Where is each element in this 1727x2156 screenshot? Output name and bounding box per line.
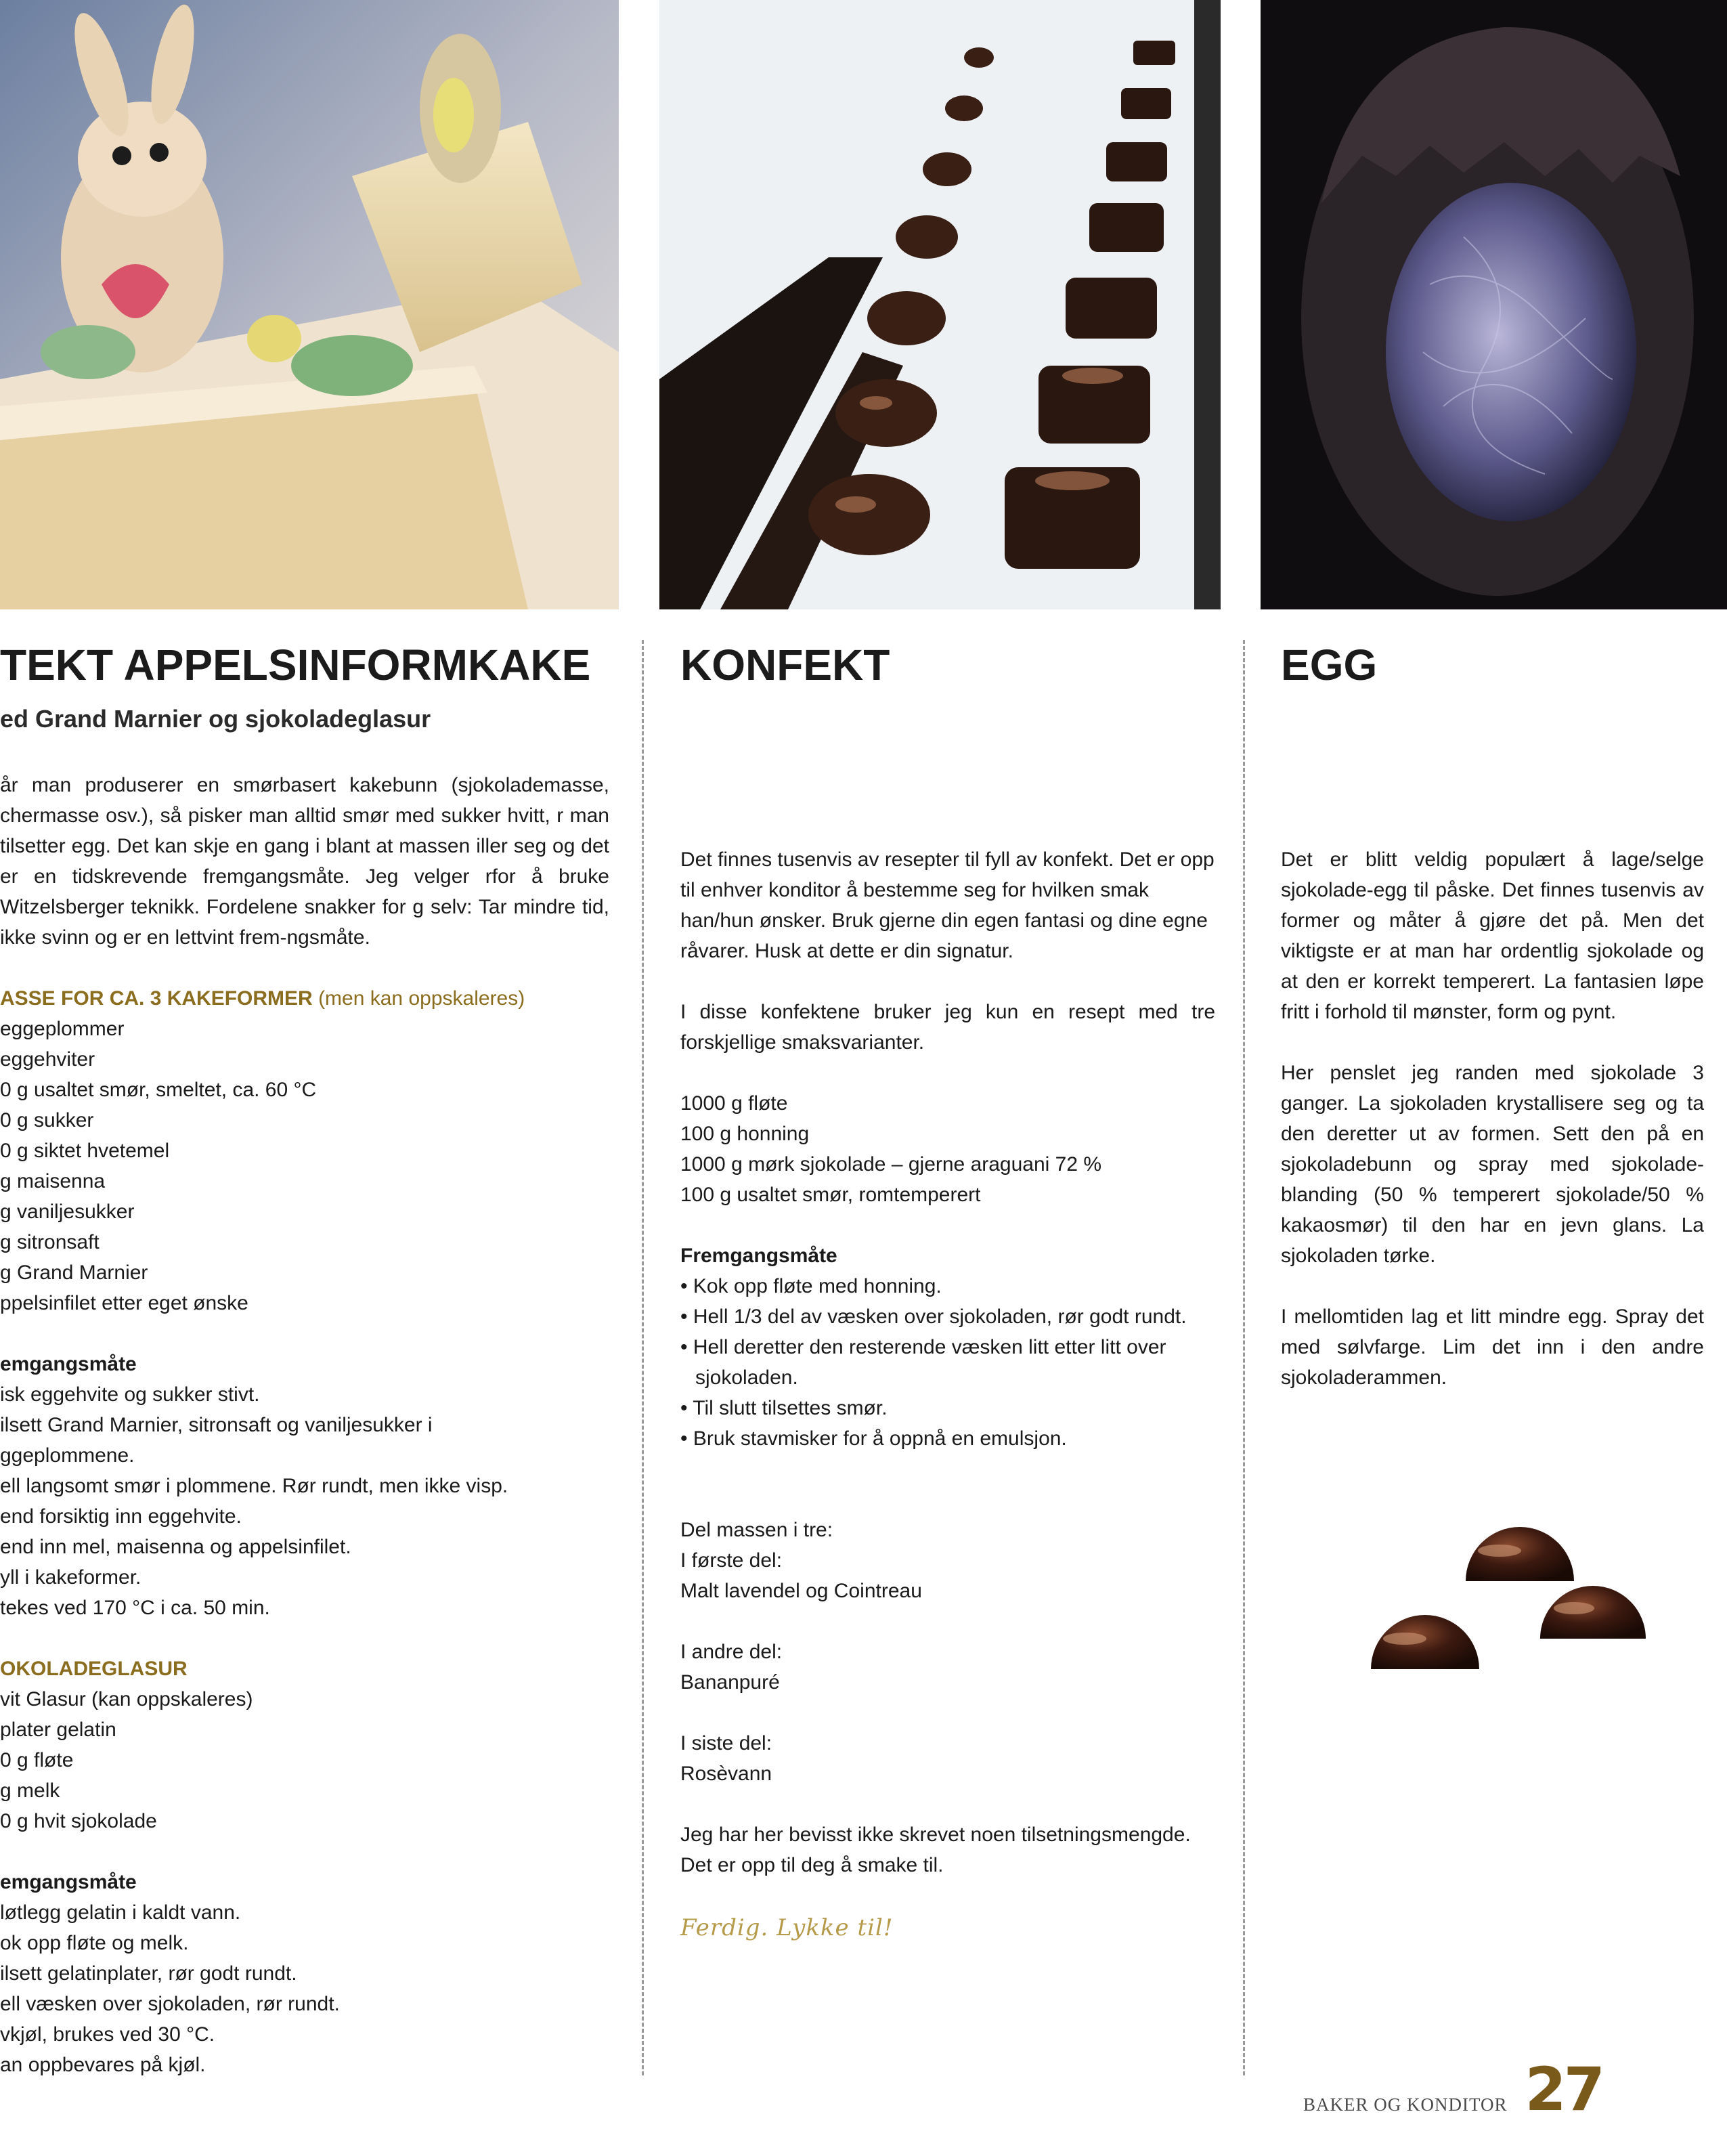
part2-value: Bananpuré [680, 1671, 780, 1694]
konfekt-method-heading: Fremgangsmåte [680, 1245, 837, 1267]
list-item: 0 g siktet hvetemel [0, 1140, 170, 1162]
part1-label: I første del: [680, 1549, 783, 1572]
list-item: 100 g usaltet smør, romtemperert [680, 1184, 981, 1206]
list-item: end forsiktig inn eggehvite. [0, 1505, 242, 1528]
handwritten-signoff: Ferdig. Lykke til! [680, 1914, 894, 1941]
list-item: 1000 g mørk sjokolade – gjerne araguani 72 % [680, 1153, 1102, 1176]
list-item: isk eggehvite og sukker stivt. [0, 1383, 260, 1406]
list-item: • Kok opp fløte med honning. [680, 1271, 1215, 1301]
closing-paragraph: Jeg har her bevisst ikke skrevet noen tilsetningsmengde. Det er opp til deg å smake til. [680, 1824, 1191, 1876]
list-item: • Hell 1/3 del av væsken over sjokoladen, rør godt rundt. [680, 1301, 1215, 1332]
egg-paragraph-1: Det er blitt veldig populært å lage/selge sjokolade-egg til påske. Det finnes tusenvis av former og måter å gjøre det på. Men det viktigste er at man har ordentlig sjokolade og at den er korrekt temperert. La fantasien løpe fritt i forhold til mønster, form og pynt. [1281, 848, 1704, 1023]
glaze-method-heading: emgangsmåte [0, 1871, 137, 1893]
list-item: ggeplommene. [0, 1444, 135, 1467]
page-footer [1303, 2054, 1602, 2124]
method-heading: emgangsmåte [0, 1353, 137, 1375]
split-intro: Del massen i tre: [680, 1519, 833, 1541]
list-item: • Hell deretter den resterende væsken litt etter litt over sjokoladen. [680, 1332, 1215, 1393]
list-item: g vaniljesukker [0, 1201, 135, 1223]
list-item: ilsett Grand Marnier, sitronsaft og vaniljesukker i [0, 1414, 433, 1436]
list-item: 0 g fløte [0, 1749, 74, 1771]
part3-label: I siste del: [680, 1732, 772, 1754]
mass-ingredient-list [0, 1014, 609, 1318]
list-item: g sitronsaft [0, 1231, 100, 1253]
list-item: g Grand Marnier [0, 1262, 148, 1284]
photo-three-bonbons [1364, 1500, 1709, 1676]
list-item: g maisenna [0, 1170, 106, 1192]
list-item: 0 g hvit sjokolade [0, 1810, 157, 1832]
glaze-ingredient-list [0, 1684, 609, 1836]
list-item: ilsett gelatinplater, rør godt rundt. [0, 1962, 297, 1985]
article-appelsinformkake [0, 640, 609, 2080]
list-item: ppelsinfilet etter eget ønske [0, 1292, 248, 1314]
intro-paragraph: år man produserer en smørbasert kakebunn (sjokolademasse, chermasse osv.), så pisker man alltid smør med sukker hvitt, r man tilsetter egg. Det kan skje en gang i blant at massen iller seg og det er en tidskrevende fremgangsmåte. Jeg velger rfor å bruke Witzelsberger teknikk. Fordelene snakker for g selv: Tar mindre tid, ikke svinn og er en lettvint frem-ngsmåte. [0, 774, 609, 949]
list-item: • Til slutt tilsettes smør. [680, 1393, 1215, 1423]
konfekt-variants-paragraph: I disse konfektene bruker jeg kun en resept med tre forskjellige smaksvarianter. [680, 1001, 1215, 1054]
list-item: ell langsomt smør i plommene. Rør rundt, men ikke visp. [0, 1475, 508, 1497]
list-item: ok opp fløte og melk. [0, 1932, 189, 1954]
list-item: • Bruk stavmisker for å oppnå en emulsjon. [680, 1423, 1215, 1454]
page-number: 27 [1525, 2054, 1602, 2124]
list-item: eggeplommer [0, 1018, 125, 1040]
headline-konfekt: KONFEKT [680, 641, 890, 689]
list-item: 1000 g fløte [680, 1092, 788, 1115]
part1-value: Malt lavendel og Cointreau [680, 1580, 922, 1602]
mass-heading-text: ASSE FOR CA. 3 KAKEFORMER [0, 987, 313, 1010]
column-divider [1243, 640, 1245, 2075]
list-item: 0 g sukker [0, 1109, 94, 1131]
list-item: yll i kakeformer. [0, 1566, 141, 1589]
list-item: vit Glasur (kan oppskaleres) [0, 1688, 253, 1710]
magazine-name: BAKER OG KONDITOR [1303, 2094, 1508, 2115]
list-item: tekes ved 170 °C i ca. 50 min. [0, 1597, 270, 1619]
list-item: vkjøl, brukes ved 30 °C. [0, 2023, 215, 2046]
photo-marzipan-bunny-cake [0, 0, 619, 609]
konfekt-ingredient-list [680, 1088, 1215, 1210]
subtitle-appelsinformkake: ed Grand Marnier og sjokoladeglasur [0, 705, 431, 733]
list-item: løtlegg gelatin i kaldt vann. [0, 1901, 241, 1924]
mass-heading [0, 983, 609, 1014]
glaze-method-list [0, 1897, 609, 2080]
article-egg [1281, 640, 1704, 1393]
photo-chocolate-pralines-rows [659, 0, 1221, 609]
konfekt-steps-list [680, 1271, 1215, 1454]
list-item: 100 g honning [680, 1123, 810, 1145]
glaze-heading: OKOLADEGLASUR [0, 1658, 188, 1680]
headline-appelsinformkake: TEKT APPELSINFORMKAKE [0, 641, 591, 689]
mass-heading-note: (men kan oppskaleres) [318, 987, 525, 1010]
column-divider [642, 640, 644, 2075]
part3-value: Rosèvann [680, 1763, 772, 1785]
list-item: 0 g usaltet smør, smeltet, ca. 60 °C [0, 1079, 317, 1101]
list-item: ell væsken over sjokoladen, rør rundt. [0, 1993, 340, 2015]
egg-paragraph-2: Her penslet jeg randen med sjokolade 3 ganger. La sjokoladen krystallisere seg og ta den deretter ut av formen. Sett den på en sjokoladebunn og spray med sjokolade-blanding (50 % temperert sjokolade/50 % kakaosmør) til den har en jevn glans. La sjokoladen tørke. [1281, 1062, 1704, 1267]
part2-label: I andre del: [680, 1641, 783, 1663]
list-item: an oppbevares på kjøl. [0, 2054, 206, 2076]
konfekt-intro-paragraph: Det finnes tusenvis av resepter til fyll av konfekt. Det er opp til enhver konditor å bestemme seg for hvilken smak han/hun ønsker. Bruk gjerne din egen fantasi og dine egne råvarer. Husk at dette er din signatur. [680, 848, 1215, 962]
list-item: eggehviter [0, 1048, 95, 1071]
list-item: plater gelatin [0, 1719, 116, 1741]
headline-egg: EGG [1281, 641, 1378, 689]
article-konfekt [680, 640, 1215, 1945]
list-item: g melk [0, 1780, 60, 1802]
list-item: end inn mel, maisenna og appelsinfilet. [0, 1536, 351, 1558]
method-steps-list [0, 1379, 609, 1623]
egg-paragraph-3: I mellomtiden lag et litt mindre egg. Spray det med sølvfarge. Lim det inn i den andre sjokoladerammen. [1281, 1306, 1704, 1389]
photo-chocolate-egg [1261, 0, 1727, 609]
